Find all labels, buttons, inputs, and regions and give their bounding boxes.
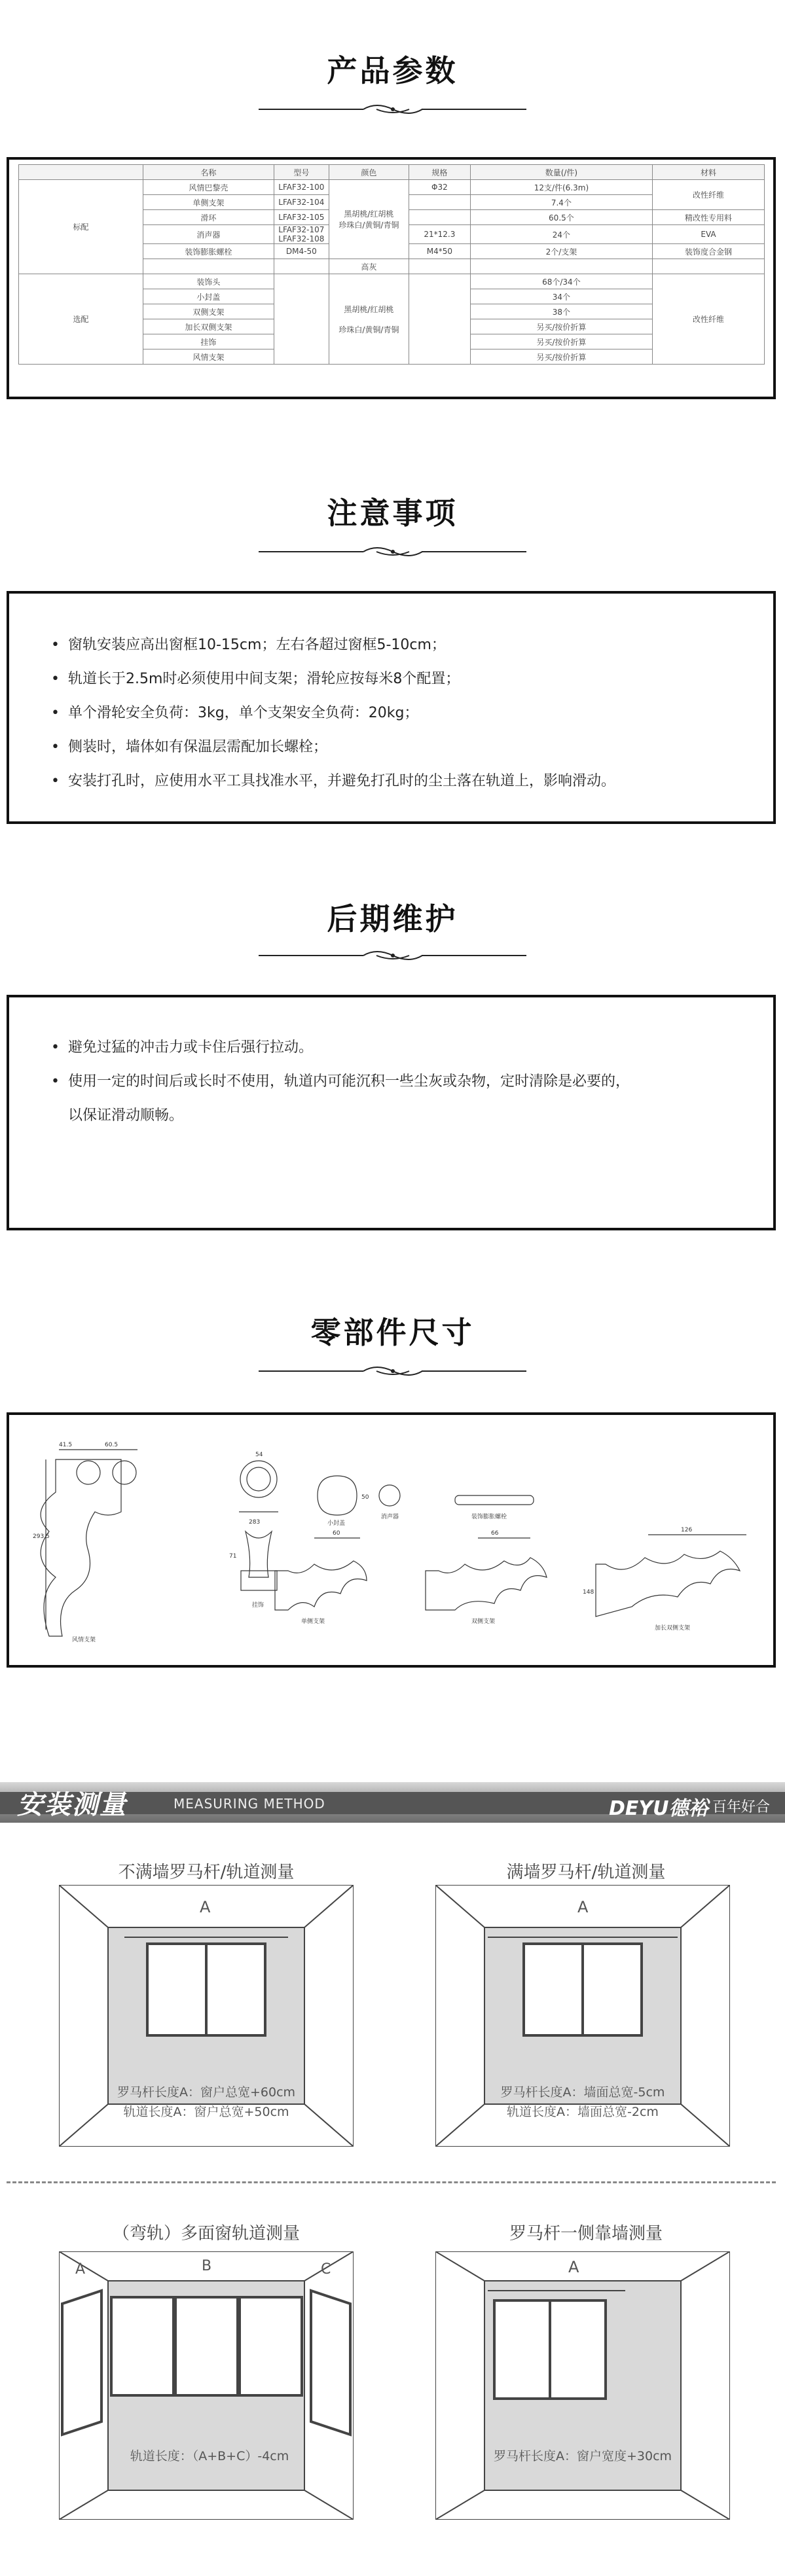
maintenance-list <box>51 1031 630 1133</box>
list-item: • 安装打孔时，应使用水平工具找准水平，并避免打孔时的尘土落在轨道上，影响滑动。 <box>51 764 615 798</box>
maintenance-title: 后期维护 <box>327 901 458 937</box>
part-label: 装饰膨胀螺栓 <box>471 1514 507 1520</box>
cell-qty: 34个 <box>470 289 652 304</box>
room-diagram-3 <box>59 2251 354 2520</box>
dim-label: 283 <box>249 1519 261 1526</box>
room-line1: 轨道长度：（A+B+C）-4cm <box>130 2449 289 2463</box>
dim-label: 148 <box>583 1589 594 1596</box>
room-title: 满墙罗马杆/轨道测量 <box>506 1863 666 1882</box>
cell-name: 装饰膨胀螺栓 <box>143 244 274 259</box>
cell-material: 改性纤维 <box>653 274 765 365</box>
room-line2: 轨道长度A：墙面总宽-2cm <box>507 2105 659 2119</box>
cell-qty: 另买/按价折算 <box>470 319 652 334</box>
cell-color: 黑胡桃/红胡桃 珍珠白/黄铜/青铜 <box>329 180 409 259</box>
part-label: 加长双侧支架 <box>655 1625 691 1632</box>
list-item: • 单个滑轮安全负荷：3kg，单个支架安全负荷：20kg； <box>51 696 615 730</box>
parts-title: 零部件尺寸 <box>310 1315 475 1350</box>
room-title: （弯轨）多面窗轨道测量 <box>112 2224 300 2244</box>
brand-logo: DEYU德裕 <box>609 1797 708 1820</box>
table-header-row <box>19 165 765 180</box>
cell-name: 挂饰 <box>143 334 274 349</box>
end-cap-drawing-icon <box>318 1476 357 1515</box>
ornament-divider-icon <box>0 1361 785 1381</box>
cell-color: 黑胡桃/红胡桃 珍珠白/黄铜/青铜 <box>329 274 409 365</box>
room-letter: A <box>200 1898 211 1916</box>
cell-material: 装饰度合金钢 <box>653 244 765 259</box>
section-divider <box>7 2181 776 2183</box>
room-letter-c: C <box>321 2261 331 2278</box>
room-letter: A <box>568 2258 579 2276</box>
dim-label: 50 <box>361 1494 369 1501</box>
cell-material: EVA <box>653 225 765 244</box>
cell-name: 加长双侧支架 <box>143 319 274 334</box>
group-optional: 选配 <box>19 274 143 365</box>
cell-model: LFAF32-105 <box>274 210 329 225</box>
cell-name: 消声器 <box>143 225 274 244</box>
list-item: • 避免过猛的冲击力或卡住后强行拉动。 <box>51 1031 630 1065</box>
dim-label: 66 <box>491 1530 499 1537</box>
list-item: • 使用一定的时间后或长时不使用，轨道内可能沉积一些尘灰或杂物，定时清除是必要的， <box>51 1065 630 1099</box>
params-table <box>18 164 765 365</box>
group-standard: 标配 <box>19 180 143 274</box>
dim-label: 71 <box>229 1553 237 1560</box>
header-name: 名称 <box>143 165 274 180</box>
cell-name: 装饰头 <box>143 274 274 289</box>
finial-drawing-icon <box>240 1461 277 1497</box>
banner-subtitle: MEASURING METHOD <box>173 1796 325 1812</box>
header-qty: 数量(/件) <box>470 165 652 180</box>
cell-color: 高灰 <box>329 259 409 274</box>
params-title: 产品参数 <box>327 53 458 88</box>
ornament-divider-icon <box>0 99 785 119</box>
room-line1: 罗马杆长度A：窗户宽度+30cm <box>493 2449 672 2463</box>
dim-label: 60.5 <box>105 1442 119 1448</box>
brand-slogan: 百年好合 <box>712 1799 771 1816</box>
header-model: 型号 <box>274 165 329 180</box>
silencer-drawing-icon <box>379 1485 400 1506</box>
header-spec: 规格 <box>409 165 470 180</box>
room-letter-a: A <box>75 2261 86 2278</box>
notes-list <box>51 628 615 798</box>
cell-qty: 2个/支架 <box>470 244 652 259</box>
cell-qty: 另买/按价折算 <box>470 334 652 349</box>
notes-title: 注意事项 <box>327 495 458 531</box>
header-color: 颜色 <box>329 165 409 180</box>
cell-qty: 另买/按价折算 <box>470 349 652 365</box>
table-row <box>19 274 765 289</box>
cell-model: LFAF32-104 <box>274 195 329 210</box>
dim-label: 41.5 <box>59 1442 73 1448</box>
dim-label: 126 <box>681 1527 693 1533</box>
single-bracket-drawing-icon <box>275 1561 367 1610</box>
bracket-drawing-icon <box>41 1459 121 1636</box>
list-item: • 轨道长于2.5m时必须使用中间支架；滑轮应按每米8个配置； <box>51 662 615 696</box>
cell-qty: 68个/34个 <box>470 274 652 289</box>
cell-name: 双侧支架 <box>143 304 274 319</box>
cell-spec: Φ32 <box>409 180 470 195</box>
part-label: 单侧支架 <box>301 1619 325 1625</box>
cell-name: 单侧支架 <box>143 195 274 210</box>
cell-material: 改性纤维 <box>653 180 765 210</box>
cell-spec: M4*50 <box>409 244 470 259</box>
double-bracket-drawing-icon <box>426 1558 547 1610</box>
cell-name: 风情支架 <box>143 349 274 365</box>
room-letter-b: B <box>202 2258 212 2274</box>
long-bracket-drawing-icon <box>596 1551 740 1617</box>
cell-material: 精改性专用料 <box>653 210 765 225</box>
list-item: 以保证滑动顺畅。 <box>68 1107 184 1124</box>
ornament-divider-icon <box>0 946 785 965</box>
list-item: • 窗轨安装应高出窗框10-15cm；左右各超过窗框5-10cm； <box>51 628 615 662</box>
dim-label: 54 <box>255 1452 263 1458</box>
cell-name: 小封盖 <box>143 289 274 304</box>
part-label: 小封盖 <box>327 1520 346 1527</box>
ornament-divider-icon <box>0 542 785 562</box>
cell-qty: 24个 <box>470 225 652 244</box>
cell-spec <box>409 210 470 225</box>
bolt-drawing-icon <box>455 1495 534 1505</box>
room-line2: 轨道长度A：窗户总宽+50cm <box>123 2105 289 2119</box>
list-item: • 侧装时，墙体如有保温层需配加长螺栓； <box>51 730 615 764</box>
part-dimension-labels <box>33 1442 692 1596</box>
cell-name: 滑环 <box>143 210 274 225</box>
part-label: 消声器 <box>381 1514 399 1520</box>
part-label: 挂饰 <box>252 1602 265 1609</box>
cell-qty: 7.4个 <box>470 195 652 210</box>
dim-label: 293.5 <box>33 1533 50 1540</box>
cell-model: DM4-50 <box>274 244 329 259</box>
cell-name: 风情巴黎壳 <box>143 180 274 195</box>
cell-spec: 21*12.3 <box>409 225 470 244</box>
parts-drawing <box>20 1433 766 1649</box>
part-name-labels <box>72 1512 693 1643</box>
cell-qty: 60.5个 <box>470 210 652 225</box>
room-title: 罗马杆一侧靠墙测量 <box>509 2224 663 2244</box>
room-title: 不满墙罗马杆/轨道测量 <box>118 1863 295 1882</box>
cell-spec <box>409 195 470 210</box>
room-diagram-4 <box>435 2251 730 2520</box>
header-material: 材料 <box>653 165 765 180</box>
cell-model: LFAF32-100 <box>274 180 329 195</box>
part-label: 风情支架 <box>72 1637 96 1643</box>
cell-qty: 38个 <box>470 304 652 319</box>
room-letter: A <box>577 1898 589 1916</box>
room-line1: 罗马杆长度A：墙面总宽-5cm <box>500 2085 665 2100</box>
table-row <box>19 180 765 195</box>
cell-model: LFAF32-107 LFAF32-108 <box>274 225 329 244</box>
room-line1: 罗马杆长度A：窗户总宽+60cm <box>117 2085 296 2100</box>
part-label: 双侧支架 <box>471 1619 496 1625</box>
dim-label: 60 <box>333 1530 340 1537</box>
cell-qty: 12支/件(6.3m) <box>470 180 652 195</box>
banner-title: 安装测量 <box>17 1790 127 1820</box>
